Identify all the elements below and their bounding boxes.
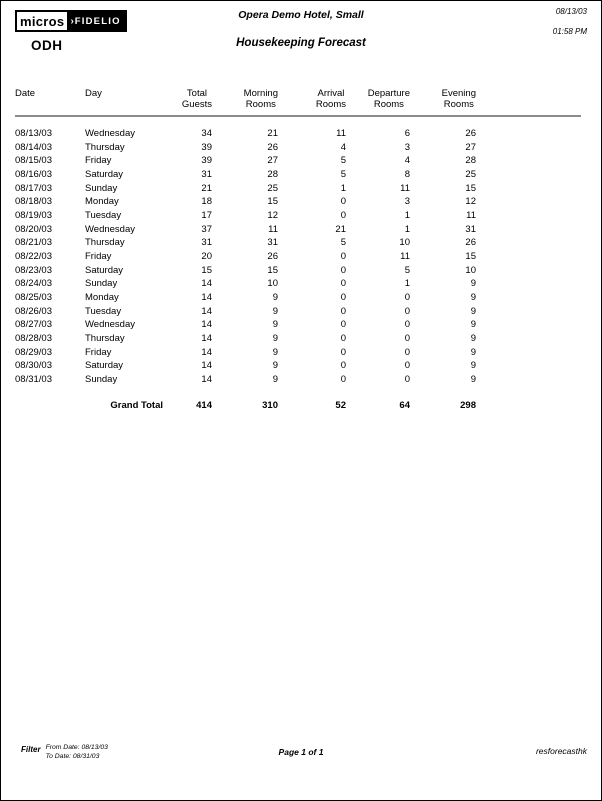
cell-day: Monday <box>85 291 119 303</box>
cell-date: 08/21/03 <box>15 237 52 249</box>
cell-morning-rooms: 12 <box>267 209 278 221</box>
cell-morning-rooms: 28 <box>267 168 278 180</box>
cell-evening-rooms: 9 <box>470 319 476 331</box>
cell-date: 08/20/03 <box>15 223 52 235</box>
cell-date: 08/18/03 <box>15 196 52 208</box>
fidelio-label: FIDELIO <box>74 15 121 27</box>
cell-date: 08/26/03 <box>15 305 52 317</box>
table-row <box>15 332 581 346</box>
cell-date: 08/28/03 <box>15 332 52 344</box>
cell-evening-rooms: 26 <box>465 237 476 249</box>
cell-evening-rooms: 28 <box>465 155 476 167</box>
cell-total-guests: 14 <box>201 346 212 358</box>
cell-arrival-rooms: 1 <box>340 182 346 194</box>
cell-morning-rooms: 9 <box>272 373 278 385</box>
cell-date: 08/22/03 <box>15 250 52 262</box>
cell-evening-rooms: 9 <box>470 305 476 317</box>
chevron-right-icon: › <box>70 15 74 27</box>
column-header-arrival-rooms <box>278 89 346 116</box>
grand-total-total-guests: 414 <box>196 400 212 412</box>
cell-total-guests: 17 <box>201 209 212 221</box>
cell-evening-rooms: 9 <box>470 278 476 290</box>
cell-morning-rooms: 15 <box>267 264 278 276</box>
cell-date: 08/19/03 <box>15 209 52 221</box>
cell-total-guests: 14 <box>201 278 212 290</box>
cell-departure-rooms: 0 <box>404 346 410 358</box>
cell-evening-rooms: 25 <box>465 168 476 180</box>
column-header-day <box>85 89 166 116</box>
table-row <box>15 305 581 319</box>
table-row <box>15 346 581 360</box>
cell-day: Saturday <box>85 168 124 180</box>
cell-date: 08/27/03 <box>15 319 52 331</box>
cell-arrival-rooms: 5 <box>340 155 346 167</box>
cell-departure-rooms: 1 <box>404 278 410 290</box>
cell-arrival-rooms: 0 <box>340 305 346 317</box>
cell-arrival-rooms: 0 <box>340 291 346 303</box>
filter-label: Filter <box>21 745 41 754</box>
cell-total-guests: 14 <box>201 360 212 372</box>
cell-evening-rooms: 27 <box>465 141 476 153</box>
cell-arrival-rooms: 0 <box>340 196 346 208</box>
cell-day: Wednesday <box>85 319 135 331</box>
cell-date: 08/25/03 <box>15 291 52 303</box>
grand-total-row <box>15 386 581 413</box>
property-code: ODH <box>31 38 63 53</box>
cell-departure-rooms: 11 <box>400 250 410 262</box>
print-date: 08/13/03 <box>555 7 587 16</box>
cell-total-guests: 14 <box>201 305 212 317</box>
cell-arrival-rooms: 0 <box>340 209 346 221</box>
table-row <box>15 359 581 373</box>
cell-arrival-rooms: 11 <box>336 128 346 139</box>
cell-day: Saturday <box>85 360 124 372</box>
cell-departure-rooms: 5 <box>404 264 410 276</box>
cell-day: Sunday <box>85 373 118 385</box>
cell-departure-rooms: 3 <box>404 141 410 153</box>
cell-arrival-rooms: 0 <box>340 264 346 276</box>
column-header-label: Evening <box>441 88 476 99</box>
cell-departure-rooms: 6 <box>404 128 410 139</box>
column-header-label: Guests <box>181 98 212 110</box>
report-title: Housekeeping Forecast <box>236 37 366 49</box>
table-row <box>15 250 581 264</box>
column-header-label: Date <box>15 88 36 99</box>
table-row <box>15 236 581 250</box>
cell-departure-rooms: 0 <box>404 360 410 372</box>
cell-day: Wednesday <box>85 223 135 235</box>
cell-morning-rooms: 9 <box>272 332 278 344</box>
cell-total-guests: 14 <box>201 332 212 344</box>
column-header-departure-rooms <box>346 89 410 116</box>
cell-departure-rooms: 0 <box>404 291 410 303</box>
cell-day: Sunday <box>85 278 118 290</box>
table-row <box>15 168 581 182</box>
cell-total-guests: 14 <box>201 319 212 331</box>
cell-date: 08/16/03 <box>15 168 52 180</box>
cell-departure-rooms: 8 <box>404 168 410 180</box>
column-header-label: Morning <box>243 88 278 99</box>
cell-arrival-rooms: 0 <box>340 278 346 290</box>
cell-day: Tuesday <box>85 209 122 221</box>
cell-date: 08/24/03 <box>15 278 52 290</box>
cell-evening-rooms: 9 <box>470 360 476 372</box>
cell-departure-rooms: 0 <box>404 319 410 331</box>
cell-morning-rooms: 9 <box>272 291 278 303</box>
cell-morning-rooms: 9 <box>272 305 278 317</box>
cell-arrival-rooms: 5 <box>340 237 346 249</box>
cell-arrival-rooms: 0 <box>340 346 346 358</box>
cell-day: Friday <box>85 155 112 167</box>
grand-total-departure-rooms: 64 <box>399 400 410 412</box>
cell-morning-rooms: 10 <box>267 278 278 290</box>
table-row <box>15 291 581 305</box>
cell-date: 08/30/03 <box>15 360 52 372</box>
cell-day: Thursday <box>85 141 125 153</box>
cell-morning-rooms: 11 <box>268 223 278 235</box>
cell-arrival-rooms: 0 <box>340 250 346 262</box>
cell-morning-rooms: 27 <box>267 155 278 167</box>
cell-date: 08/31/03 <box>15 373 52 385</box>
cell-departure-rooms: 1 <box>404 223 410 235</box>
cell-total-guests: 34 <box>201 128 212 139</box>
forecast-table-body <box>15 116 581 413</box>
cell-morning-rooms: 9 <box>272 346 278 358</box>
column-header-label: Rooms <box>373 98 404 110</box>
cell-evening-rooms: 15 <box>465 182 476 194</box>
table-row <box>15 223 581 237</box>
cell-total-guests: 14 <box>201 373 212 385</box>
column-header-label: Arrival <box>317 88 345 99</box>
cell-date: 08/17/03 <box>15 182 52 194</box>
column-header-evening-rooms <box>410 89 476 116</box>
cell-total-guests: 21 <box>201 182 212 194</box>
cell-day: Sunday <box>85 182 118 194</box>
cell-total-guests: 15 <box>201 264 212 276</box>
cell-departure-rooms: 0 <box>404 332 410 344</box>
cell-morning-rooms: 31 <box>267 237 278 249</box>
cell-arrival-rooms: 0 <box>340 319 346 331</box>
cell-evening-rooms: 26 <box>465 128 476 139</box>
cell-date: 08/13/03 <box>15 128 52 139</box>
cell-date: 08/23/03 <box>15 264 52 276</box>
cell-total-guests: 14 <box>201 291 212 303</box>
table-row <box>15 264 581 278</box>
cell-day: Monday <box>85 196 119 208</box>
grand-total-evening-rooms: 298 <box>460 400 476 412</box>
cell-arrival-rooms: 21 <box>335 223 346 235</box>
cell-evening-rooms: 9 <box>470 346 476 358</box>
column-header-label: Rooms <box>443 98 474 110</box>
cell-morning-rooms: 21 <box>267 128 278 139</box>
column-header-label: Departure <box>367 88 410 99</box>
forecast-table <box>15 89 581 413</box>
cell-departure-rooms: 4 <box>404 155 410 167</box>
cell-arrival-rooms: 0 <box>340 332 346 344</box>
table-row <box>15 277 581 291</box>
column-header-filler <box>476 89 581 116</box>
filter-from-date: From Date: 08/13/03 <box>45 744 108 751</box>
cell-day: Wednesday <box>85 128 135 139</box>
cell-total-guests: 39 <box>201 155 212 167</box>
table-row <box>15 182 581 196</box>
cell-evening-rooms: 9 <box>470 291 476 303</box>
cell-date: 08/15/03 <box>15 155 52 167</box>
cell-evening-rooms: 9 <box>470 332 476 344</box>
cell-evening-rooms: 10 <box>465 264 476 276</box>
cell-departure-rooms: 1 <box>404 209 410 221</box>
cell-total-guests: 20 <box>201 250 212 262</box>
cell-day: Friday <box>85 346 112 358</box>
print-time: 01:58 PM <box>552 27 587 36</box>
column-header-date <box>15 89 85 116</box>
column-header-label: Total <box>186 88 207 99</box>
cell-evening-rooms: 11 <box>466 209 476 221</box>
cell-total-guests: 31 <box>201 237 212 249</box>
cell-arrival-rooms: 0 <box>340 360 346 372</box>
cell-departure-rooms: 11 <box>400 182 410 194</box>
column-header-morning-rooms <box>212 89 278 116</box>
cell-morning-rooms: 25 <box>267 182 278 194</box>
micros-logo-text: micros <box>15 10 69 32</box>
table-row <box>15 209 581 223</box>
table-row <box>15 154 581 168</box>
table-header-row <box>15 89 581 116</box>
table-row <box>15 141 581 155</box>
cell-total-guests: 37 <box>201 223 212 235</box>
table-row <box>15 195 581 209</box>
page-number: Page 1 of 1 <box>278 747 324 757</box>
cell-date: 08/29/03 <box>15 346 52 358</box>
filter-to-date: To Date: 08/31/03 <box>45 752 100 760</box>
cell-morning-rooms: 9 <box>272 319 278 331</box>
cell-day: Friday <box>85 250 112 262</box>
cell-date: 08/14/03 <box>15 141 52 153</box>
cell-day: Thursday <box>85 332 125 344</box>
column-header-label: Rooms <box>315 98 346 110</box>
cell-arrival-rooms: 4 <box>340 141 346 153</box>
cell-departure-rooms: 10 <box>399 237 410 249</box>
cell-arrival-rooms: 0 <box>340 373 346 385</box>
cell-day: Tuesday <box>85 305 122 317</box>
cell-day: Thursday <box>85 237 125 249</box>
cell-arrival-rooms: 5 <box>340 168 346 180</box>
cell-morning-rooms: 26 <box>267 141 278 153</box>
cell-departure-rooms: 0 <box>404 305 410 317</box>
column-header-label: Rooms <box>245 98 276 110</box>
cell-evening-rooms: 9 <box>470 373 476 385</box>
hotel-name: Opera Demo Hotel, Small <box>238 9 364 21</box>
cell-departure-rooms: 3 <box>404 196 410 208</box>
cell-evening-rooms: 31 <box>465 223 476 235</box>
grand-total-label: Grand Total <box>110 400 163 412</box>
cell-day: Saturday <box>85 264 124 276</box>
report-file-name: resforecasthk <box>535 746 587 756</box>
cell-evening-rooms: 15 <box>465 250 476 262</box>
cell-evening-rooms: 12 <box>465 196 476 208</box>
table-row <box>15 318 581 332</box>
cell-departure-rooms: 0 <box>404 373 410 385</box>
cell-morning-rooms: 9 <box>272 360 278 372</box>
cell-morning-rooms: 26 <box>267 250 278 262</box>
cell-total-guests: 18 <box>201 196 212 208</box>
column-header-total-guests <box>166 89 212 116</box>
table-row <box>15 116 581 141</box>
cell-total-guests: 39 <box>201 141 212 153</box>
cell-morning-rooms: 15 <box>267 196 278 208</box>
grand-total-arrival-rooms: 52 <box>335 400 346 412</box>
table-row <box>15 373 581 387</box>
cell-total-guests: 31 <box>201 168 212 180</box>
grand-total-morning-rooms: 310 <box>262 400 278 412</box>
column-header-label: Day <box>85 88 102 99</box>
